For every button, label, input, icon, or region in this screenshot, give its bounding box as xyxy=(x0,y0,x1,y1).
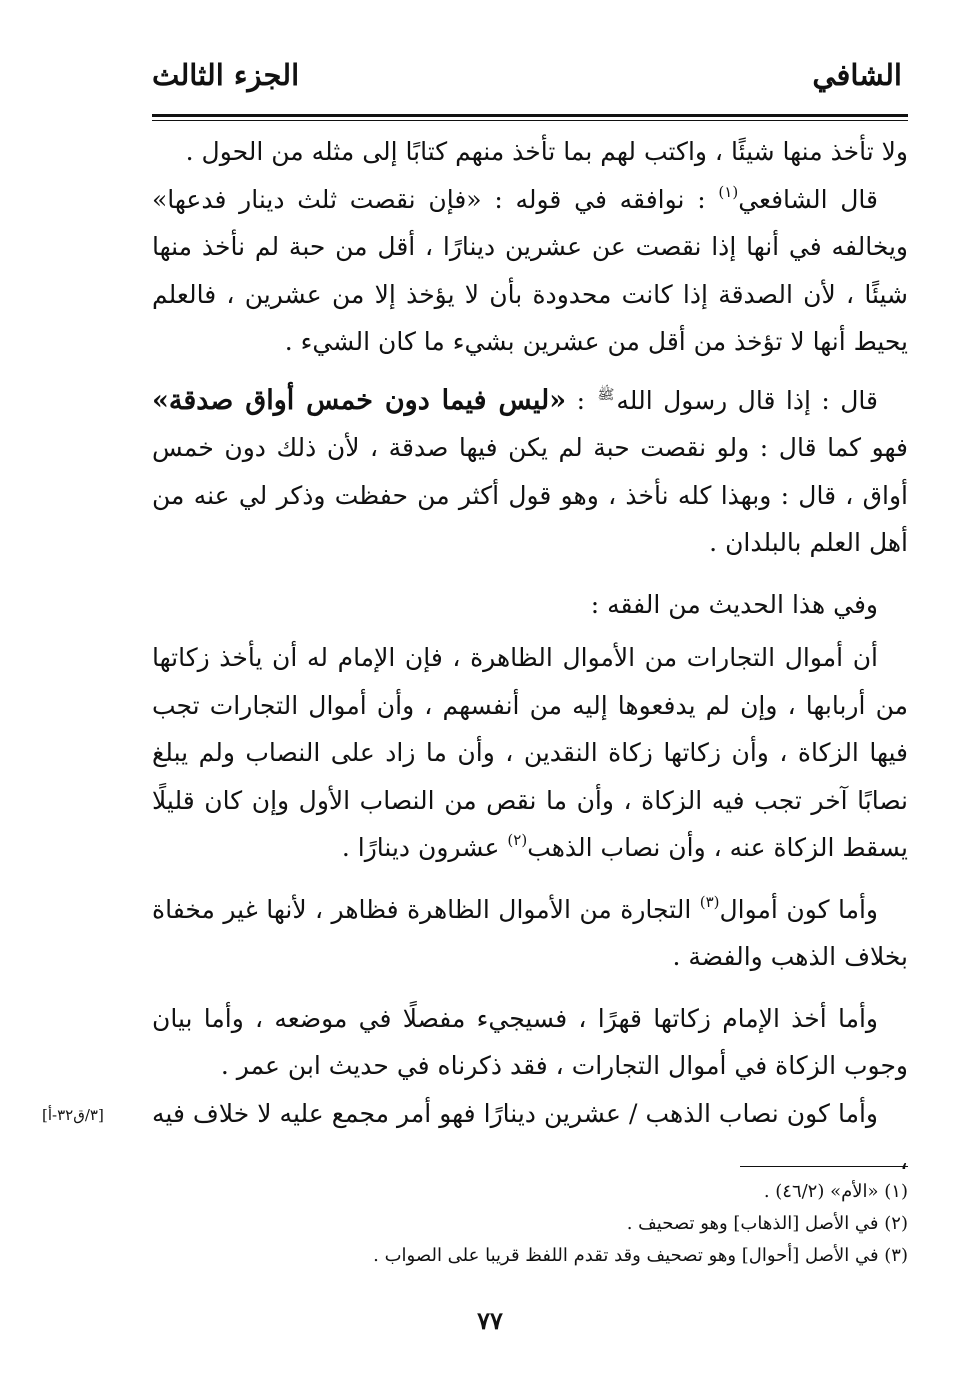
footnote-ref-3: (٣) xyxy=(699,892,720,911)
paragraph-5-rest: عشرون دينارًا . xyxy=(341,833,508,862)
paragraph-5 xyxy=(152,634,908,872)
footnote-2: (٢) في الأصل [الذهاب] وهو تصحيف . xyxy=(626,1213,908,1234)
hadith-quote: «ليس فيما دون خمس أواق صدقة» xyxy=(152,384,567,416)
sallallah-symbol: ﷺ xyxy=(597,386,615,403)
book-title: الشافي xyxy=(812,58,902,92)
footnote-ref-2: (٢) xyxy=(507,831,528,849)
footnote-ref-1: (١) xyxy=(718,182,739,201)
footnote-3: (٣) في الأصل [أحوال] وهو تصحيف وقد تقدم اللفظ قريبا على الصواب . xyxy=(373,1245,908,1266)
paragraph-2 xyxy=(152,176,908,366)
footnote-rule xyxy=(740,1166,908,1167)
paragraph-7: وأما أخذ الإمام زكاتها قهرًا ، فسيجيء مفصلًا في موضعه ، وأما بيان وجوب الزكاة في أموال التجارات ، فقد ذكرناه في حديث ابن عمر . xyxy=(152,1003,908,1080)
page-header xyxy=(152,52,908,102)
paragraph-8-text: وأما كون نصاب الذهب / عشرين دينارًا فهو أمر مجمع عليه لا خلاف فيه ، xyxy=(152,1098,908,1175)
main-text xyxy=(42,128,908,1185)
paragraph-2-start: قال الشافعي xyxy=(738,184,878,214)
manuscript-folio-ref: [٣/ق٣٢-أ] xyxy=(42,1105,104,1124)
paragraph-3 xyxy=(152,372,908,567)
page-number: ٧٧ xyxy=(477,1306,503,1335)
paragraph-6 xyxy=(152,886,908,981)
paragraph-3-colon: : xyxy=(566,385,596,415)
paragraph-4: وفي هذا الحديث من الفقه : xyxy=(590,589,878,619)
paragraph-8 xyxy=(42,1090,908,1185)
paragraph-6-start: وأما كون أموال xyxy=(719,894,878,924)
header-rule xyxy=(152,114,908,117)
paragraph-3-rest: فهو كما قال : ولو نقصت حبة لم يكن فيها صدقة ، لأن ذلك دون خمس أواق ، قال : وبهذا كله نأخذ ، وهو قول أكثر من حفظت وذكر لي عنه من أهل العلم بالبلدان . xyxy=(152,433,908,557)
header-rule-thin xyxy=(152,120,908,121)
paragraph-5-start: أن أموال التجارات من الأموال الظاهرة ، فإن الإمام له أن يأخذ زكاتها من أربابها ، وإن لم يدفعوها إليه من أنفسهم ، وأن أموال التجارات تجب فيها الزكاة ، وأن زكاتها زكاة النقدين ، وأن ما زاد على النصاب ولم يبلغ نصابًا آخر تجب فيه الزكاة ، وأن ما نقص من النصاب الأول وإن كان قليلًا يسقط الزكاة عنه ، وأن نصاب الذهب xyxy=(152,643,908,862)
paragraph-1: ولا تأخذ منها شيئًا ، واكتب لهم بما تأخذ منهم كتابًا إلى مثله من الحول . xyxy=(185,137,908,166)
paragraph-6-rest: التجارة من الأموال الظاهرة فظاهر ، لأنها غير مخفاة بخلاف الذهب والفضة . xyxy=(152,894,908,971)
paragraph-2-rest: : نوافقه في قوله : «فإن نقصت ثلث دينار فدعها» ويخالفه في أنها إذا نقصت عن عشرين دينارًا ، أقل من حبة لم نأخذ منها شيئًا ، لأن الصدقة إذا كانت محدودة بأن لا يؤخذ إلا من عشرين ، فالعلم يحيط أنها لا تؤخذ من أقل من عشرين بشيء ما كان الشيء . xyxy=(152,184,908,356)
volume-title: الجزء الثالث xyxy=(152,58,300,92)
footnote-1: (١) «الأم» (٤٦/٢) . xyxy=(763,1181,908,1202)
footnotes xyxy=(152,1176,908,1272)
paragraph-3-start: قال : إذا قال رسول الله xyxy=(616,385,878,415)
